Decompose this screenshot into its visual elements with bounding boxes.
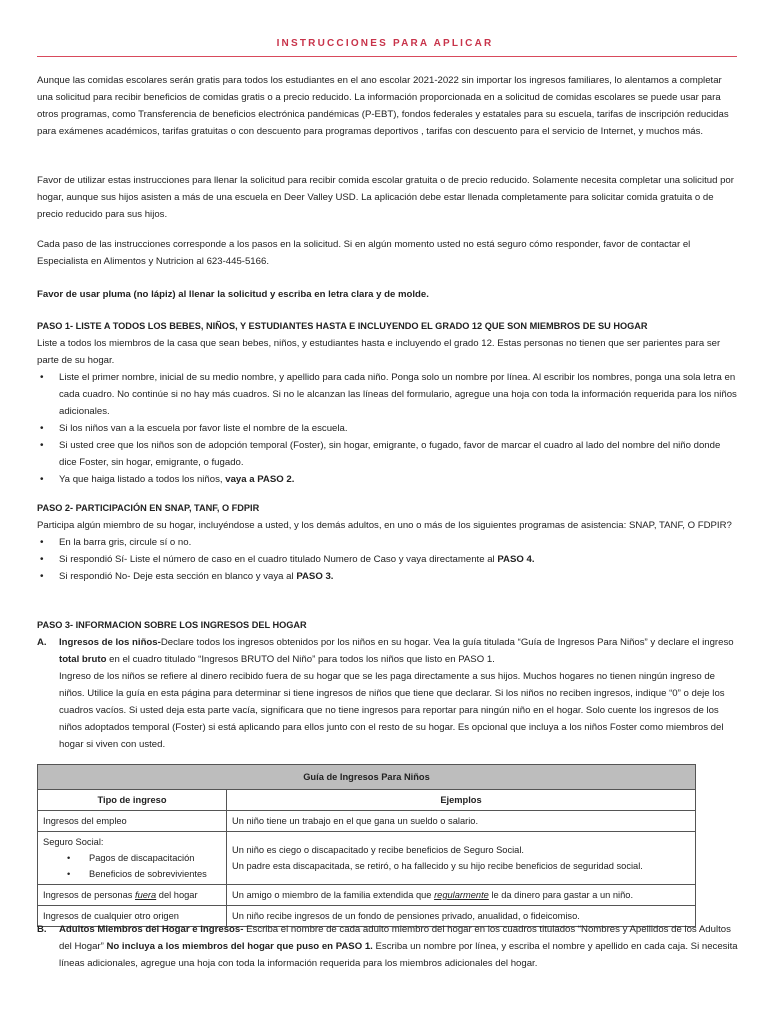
title-divider [37, 56, 737, 57]
table-row: Ingresos del empleo Un niño tiene un trabajo en el que gana un sueldo o salario. [38, 811, 696, 832]
list-item: • Liste el primer nombre, inicial de su medio nombre, y apellido para cada niño. Ponga solo un nombre por línea. Al escribir los nombres, ponga una sola letra en cada cuadro. No continúe si no hay más cuadros. Si no le alcanzan las líneas del formulario, agregue una hoja con toda la información requerida para los niños adicionales. [37, 369, 739, 420]
intro-paragraph-3: Cada paso de las instrucciones corresponde a los pasos en la solicitud. Si en algún momento usted no está seguro cómo responder, favor de contactar el Especialista en Alimentos y Nutricion al 623-445-5166. [37, 239, 691, 267]
step1-body: Liste a todos los miembros de la casa que sean bebes, niños, y estudiantes hasta e incluyendo el grado 12. Estas personas no tienen que ser parientes para ser parte de su hogar. [37, 338, 721, 366]
list-item: • Ya que haiga listado a todos los niños, vaya a PASO 2. [37, 471, 739, 488]
step3-heading: PASO 3- INFORMACION SOBRE LOS INGRESOS DEL HOGAR [37, 620, 307, 630]
step2-bullet-list [37, 534, 739, 585]
column-header: Ejemplos [227, 790, 696, 811]
list-item: • Beneficios de sobrevivientes [67, 866, 221, 882]
step3-section [37, 617, 739, 753]
table-row: Ingresos de personas fuera del hogar Un amigo o miembro de la familia extendida que regularmente le da dinero para gastar a un niño. [38, 885, 696, 906]
list-item: • Si respondió Sí- Liste el número de caso en el cuadro titulado Numero de Caso y vaya directamente al PASO 4. [37, 551, 739, 568]
step1-heading: PASO 1- LISTE A TODOS LOS BEBES, NIÑOS, Y ESTUDIANTES HASTA E INCLUYENDO EL GRADO 12 QUE SON MIEMBROS DE SU HOGAR [37, 321, 648, 331]
part-b-letter: B. [37, 924, 47, 935]
intro-paragraph-2: Favor de utilizar estas instrucciones para llenar la solicitud para recibir comida escolar gratuita o de precio reducido. Solamente necesita completar una solicitud por hogar, aunque sus hijos asisten a más de una escuela en Deer Valley USD. La aplicación debe estar llenada completamente para solicitar comida gratuita o de precio reducido para sus hijos. [37, 175, 734, 220]
step1-bullet-list [37, 369, 739, 488]
table-row: Ingresos de cualquier otro origen Un niño recibe ingresos de un fondo de pensiones privado, anualidad, o fideicomiso. [38, 906, 696, 927]
part-a-title: Ingresos de los niños- [59, 637, 161, 648]
page-title: INSTRUCCIONES PARA APLICAR [276, 38, 494, 49]
table-row: Seguro Social: • Pagos de discapacitación • Beneficios de sobrevivientes Un niño es ciego o discapacitado y recibe beneficios de Seguro Social. Un padre esta discapacitada, se retiró, o ha fallecido y su hijo recibe beneficios de seguridad social. [38, 832, 696, 885]
list-item: • En la barra gris, circule sí o no. [37, 534, 739, 551]
list-item: • Si los niños van a la escuela por favor liste el nombre de la escuela. [37, 420, 739, 437]
step2-heading: PASO 2- PARTICIPACIÓN EN SNAP, TANF, O FDPIR [37, 503, 260, 513]
list-item: • Si usted cree que los niños son de adopción temporal (Foster), sin hogar, emigrante, o fugado, favor de marcar el cuadro al lado del nombre del niño donde dice Foster, sin hogar, emigrante, o fugado. [37, 437, 739, 471]
list-item: • Pagos de discapacitación [67, 850, 221, 866]
part-a-letter: A. [37, 637, 47, 648]
step3-part-b: B. Adultos Miembros del Hogar e Ingresos- Escriba el nombre de cada adulto miembro del hogar en los cuadros titulados “Nombres y Apellidos de los Adultos del Hogar” No incluya a los miembros del hogar que puso en PASO 1. Escriba un nombre por línea, y escriba el nombre y apellido en cada caja. Si necesita líneas adicionales, agregue una hoja con toda la información requerida para los miembros adicionales del hogar. [37, 921, 739, 972]
list-item: • Si respondió No- Deje esta sección en blanco y vaya al PASO 3. [37, 568, 739, 585]
table-caption: Guía de Ingresos Para Niños [38, 765, 696, 790]
step3-part-a: A. Ingresos de los niños-Declare todos los ingresos obtenidos por los niños en su hogar. Vea la guía titulada “Guía de Ingresos Para Niños” y declare el ingreso total bruto en el cuadro titulado “Ingresos BRUTO del Niño” para todos los niños que listo en PASO 1. Ingreso de los niños se refiere al dinero recibido fuera de su hogar que se les paga directamente a sus hijos. Muchos hogares no tienen ningún ingreso de niños. Utilice la guía en esta página para determinar si tiene ingresos de niños que tiene que declarar. Si los niños no reciben ingresos, indique “0” o deje los cuadros vacíos. Si usted deja esta parte vacía, significara que no tiene ingresos para reportar para ningún niño en el hogar. Solo cuente los ingresos de los niños adoptados temporal (Foster) si está aplicando para ellos junto con el resto de su hogar. Es opcional que incluya a los niños Foster como miembros del hogar si viven con usted. [37, 634, 739, 753]
step1-section [37, 318, 739, 488]
pen-note: Favor de usar pluma (no lápiz) al llenar la solicitud y escriba en letra clara y de molde. [37, 289, 429, 300]
step2-body: Participa algún miembro de su hogar, incluyéndose a usted, y los demás adultos, en uno o más de los siguientes programas de asistencia: SNAP, TANF, O FDPIR? [37, 520, 732, 531]
child-income-guide-table [37, 764, 696, 927]
intro-paragraph-1: Aunque las comidas escolares serán gratis para todos los estudiantes en el ano escolar 2021-2022 sin importar los ingresos familiares, lo alentamos a completar una solicitud para recibir beneficios de comidas gratis o a precio reducido. La información proporcionada en a solicitud de comidas escolares se puede usar para otros programas, como Transferencia de beneficios electrónica pandémicas (P-EBT), fondos federales y estatales para su escuela, tarifas de inscripción reducidas para exámenes académicos, tarifas gratuitas o con descuento para programas deportivos , tarifas con descuento para el servicio de Internet, y muchos más. [37, 75, 729, 137]
part-b-title: Adultos Miembros del Hogar e Ingresos- [59, 924, 244, 935]
part-a-explanation: Ingreso de los niños se refiere al dinero recibido fuera de su hogar que se les paga directamente a sus hijos. Muchos hogares no tienen ningún ingreso de niños. Utilice la guía en esta página para determinar si tiene ingresos de niños que tiene que declarar. Si los niños no reciben ingresos, indique “0” o deje los cuadros vacíos. Si usted deja esta parte vacía, significara que no tiene ingresos para reportar para ningún niño en el hogar. Solo cuente los ingresos de los niños adoptados temporal (Foster) si está aplicando para ellos junto con el resto de su hogar. Es opcional que incluya a los niños Foster como miembros del hogar si viven con usted. [59, 671, 725, 750]
column-header: Tipo de ingreso [38, 790, 227, 811]
step2-section [37, 500, 739, 585]
